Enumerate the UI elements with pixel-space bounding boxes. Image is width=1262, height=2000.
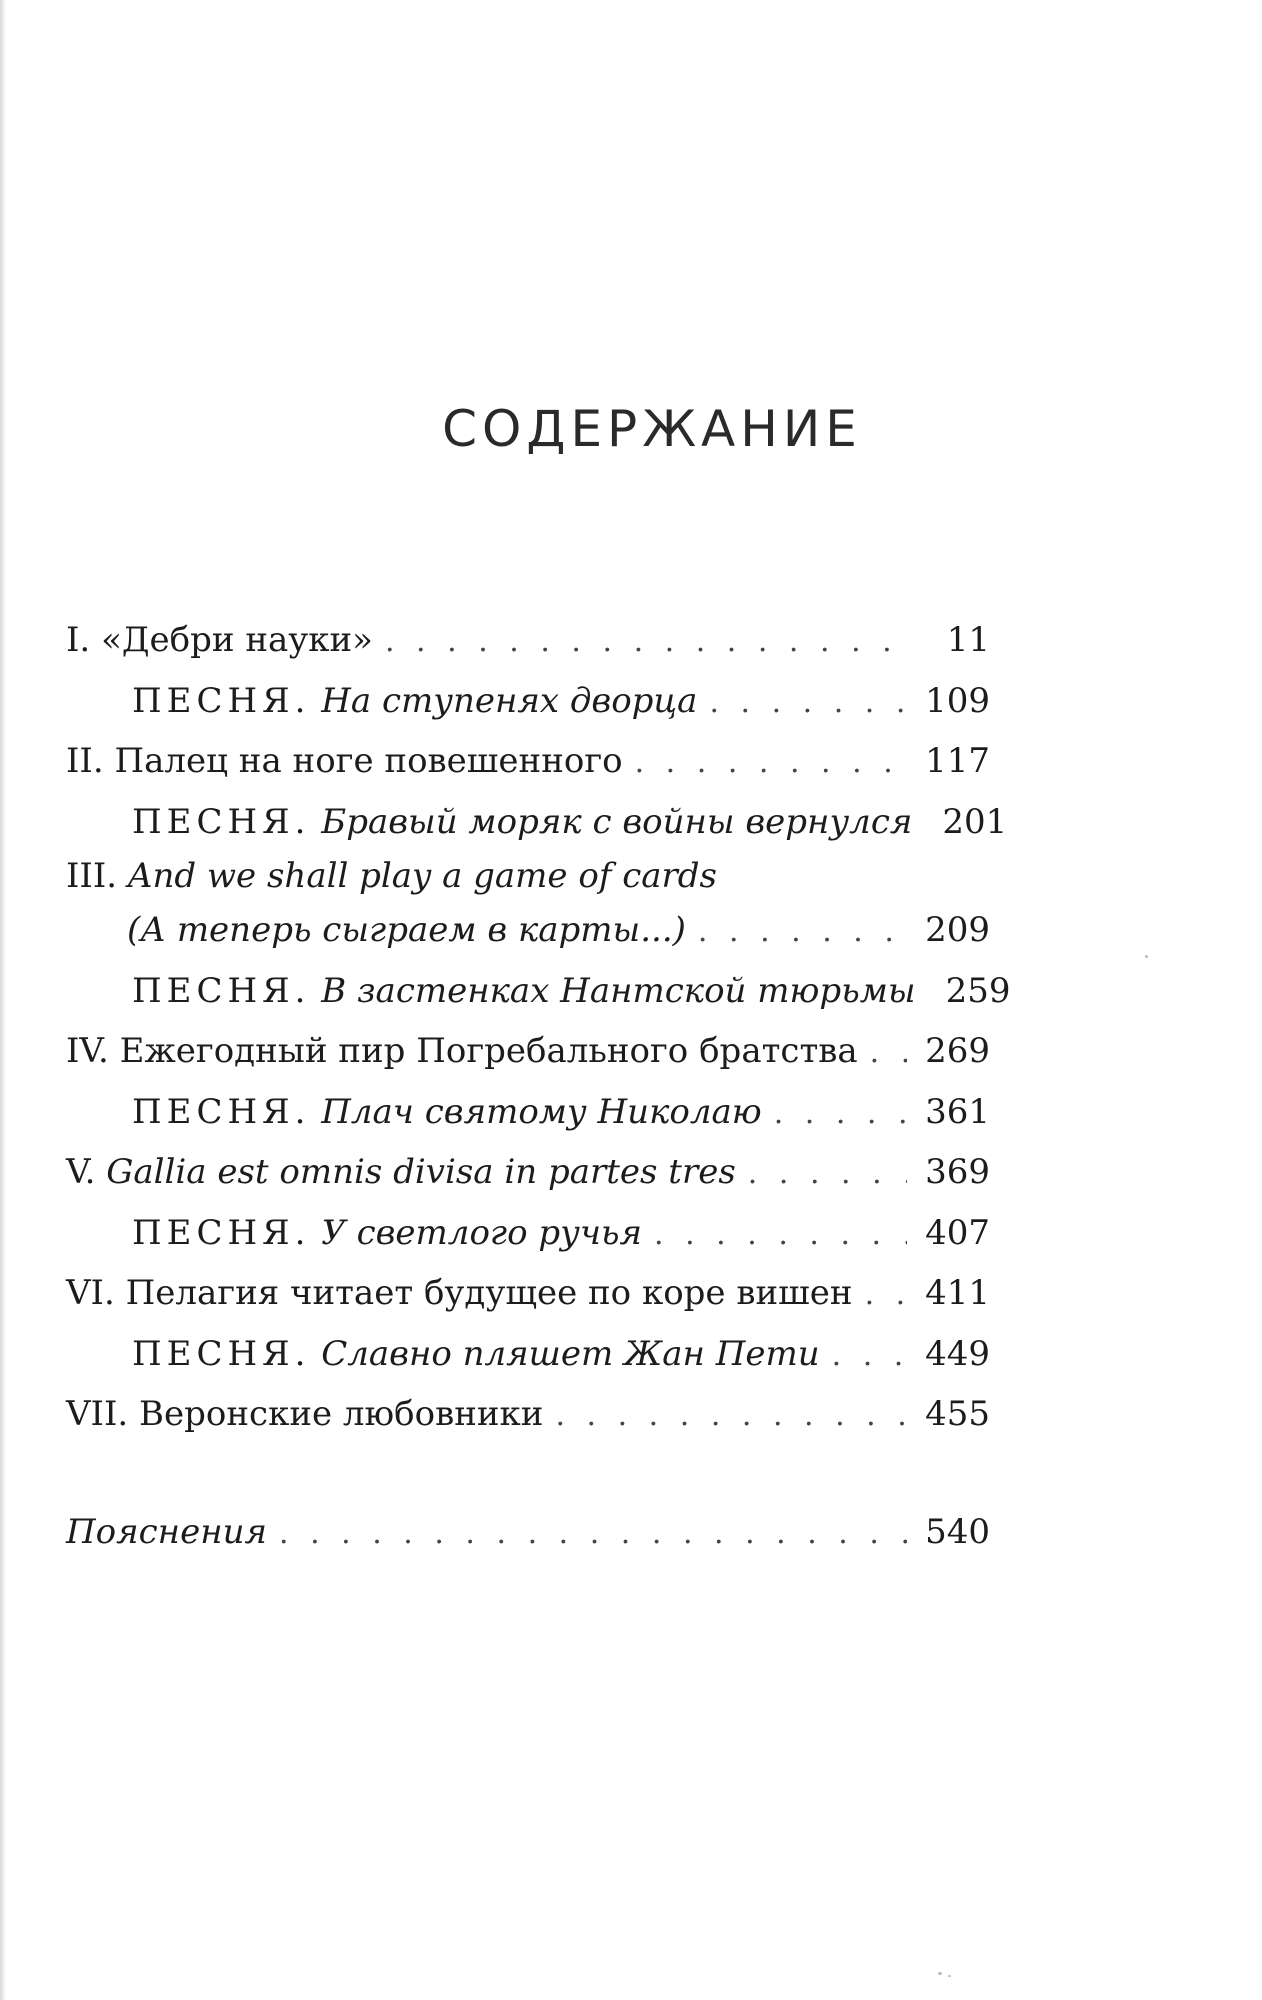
page-number: 411 [925,1273,990,1313]
dot-leader [870,1023,907,1084]
page-number: 209 [925,910,990,950]
dot-leader [654,1205,907,1266]
paper-speck [1145,955,1148,958]
toc-entry-chapter-2[interactable] [66,731,990,792]
dot-leader [385,612,912,673]
toc-entry-song-2[interactable] [66,792,1008,853]
page-number: 269 [925,1031,990,1071]
dot-leader [748,1144,907,1205]
page-edge-shadow [0,0,6,2000]
page-number: 259 [945,970,1011,1011]
dot-leader [698,902,907,963]
dot-leader [279,1504,907,1565]
song-label: ПЕСНЯ. [132,680,311,721]
page-number: 369 [925,1152,990,1192]
page-number: 109 [925,680,990,721]
song-label: ПЕСНЯ. [132,1091,311,1132]
chapter-number: I. [66,620,91,660]
page-number: 449 [925,1333,990,1374]
dot-leader [555,1386,907,1447]
toc-entry-chapter-3-continuation[interactable] [66,900,990,961]
song-label: ПЕСНЯ. [132,1333,311,1374]
toc-entry-chapter-7[interactable] [66,1384,990,1445]
chapter-title: Gallia est omnis divisa in partes tres [106,1152,736,1192]
song-title: В застенках Нантской тюрьмы [321,970,916,1011]
dot-leader [832,1326,907,1387]
toc-entry-chapter-6[interactable] [66,1263,990,1324]
toc-entry-chapter-5[interactable] [66,1142,990,1203]
page-title: СОДЕРЖАНИЕ [442,400,862,458]
song-title: Плач святому Николаю [321,1091,762,1132]
toc-entry-notes[interactable] [66,1502,990,1563]
dot-leader [709,673,907,734]
song-title: Бравый моряк с войны вернулся [321,801,913,842]
dot-leader [774,1084,907,1145]
paper-speck [938,1972,942,1975]
notes-title: Пояснения [66,1511,267,1552]
song-label: ПЕСНЯ. [132,970,311,1011]
song-title: У светлого ручья [321,1212,643,1253]
page-number: 540 [925,1511,990,1552]
chapter-subtitle: (А теперь сыграем в карты...) [127,910,686,950]
chapter-number: II. [66,741,104,781]
paper-speck [948,1975,951,1977]
song-title: На ступенях дворца [321,680,698,721]
toc-entry-chapter-1[interactable] [66,610,990,671]
toc-entry-song-1[interactable] [66,671,990,732]
page-number: 455 [925,1394,990,1434]
dot-leader [865,1265,908,1326]
page-number: 361 [925,1091,990,1132]
song-label: ПЕСНЯ. [132,801,311,842]
toc-entry-song-4[interactable] [66,1082,990,1143]
chapter-title: And we shall play a game of cards [127,856,717,896]
table-of-contents [66,610,1011,1562]
song-title: Славно пляшет Жан Пети [321,1333,820,1374]
toc-entry-chapter-4[interactable] [66,1021,990,1082]
page-number: 11 [946,620,990,660]
chapter-title: Пелагия читает будущее по коре вишен [125,1273,853,1313]
chapter-title: Веронские любовники [139,1394,544,1434]
page-number: 117 [925,741,990,781]
chapter-title: Палец на ноге повешенного [114,741,623,781]
toc-entry-song-6[interactable] [66,1324,990,1385]
song-label: ПЕСНЯ. [132,1212,311,1253]
chapter-number: IV. [66,1031,109,1071]
chapter-number: III. [66,856,118,896]
dot-leader [635,733,907,794]
toc-entry-song-5[interactable] [66,1203,990,1264]
page-number: 407 [925,1212,990,1253]
page-number: 201 [942,801,1008,842]
chapter-number: VII. [66,1394,129,1434]
chapter-number: V. [66,1152,96,1192]
toc-entry-song-3[interactable] [66,961,1011,1022]
toc-entry-chapter-3[interactable] [66,852,990,900]
chapter-number: VI. [66,1273,115,1313]
chapter-title: Ежегодный пир Погребального братства [119,1031,858,1071]
chapter-title: «Дебри науки» [101,620,373,660]
